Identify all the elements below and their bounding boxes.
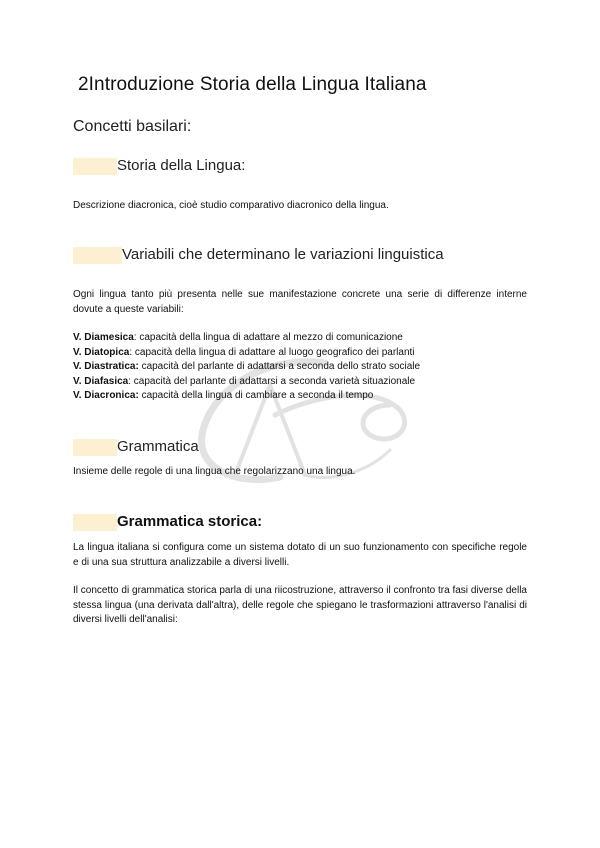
grammatica-storica-p1: La lingua italiana si configura come un sistema dotato di un suo funzionamento con specifiche regole e di una sua struttura analizzabile a diversi livelli. <box>73 542 527 568</box>
variabili-list <box>73 331 420 404</box>
grammatica-text: Insieme delle regole di una lingua che regolarizzano una lingua. <box>73 466 356 477</box>
document-title: 2Introduzione Storia della Lingua Italiana <box>78 74 427 95</box>
variabili-intro: Ogni lingua tanto più presenta nelle sue manifestazione concrete una serie di differenze interne dovute a queste variabili: <box>73 289 527 315</box>
grammatica-storica-p2: Il concetto di grammatica storica parla di una riicostruzione, attraverso il confronto tra fasi diverse della stessa lingua (una derivata dall'altra), delle regole che spiegano le trasformazioni attraverso l'analisi di diversi livelli dell'analisi: <box>73 585 527 625</box>
subtitle: Concetti basilari: <box>73 118 192 135</box>
list-item: V. Diastratica: capacità del parlante di adattarsi a seconda dello strato sociale <box>73 361 421 373</box>
heading-highlight <box>73 514 117 531</box>
heading-highlight <box>73 439 117 456</box>
heading-highlight <box>73 158 117 175</box>
heading-highlight <box>73 247 122 264</box>
list-item: V. Diamesica: capacità della lingua di adattare al mezzo di comunicazione <box>73 332 403 343</box>
storia-text: Descrizione diacronica, cioè studio comparativo diacronico della lingua. <box>73 200 389 211</box>
list-item: V. Diacronica: capacità della lingua di cambiare a seconda il tempo <box>73 390 374 402</box>
list-item: V. Diafasica: capacità del parlante di adattarsi a seconda varietà situazionale <box>73 375 416 387</box>
list-item: V. Diatopica: capacità della lingua di adattare al luogo geografico dei parlanti <box>73 346 415 358</box>
heading-variabili: Variabili che determinano le variazioni linguistica <box>122 246 444 263</box>
heading-grammatica: Grammatica <box>117 438 199 455</box>
heading-storia: Storia della Lingua: <box>117 157 246 174</box>
heading-grammatica-storica: Grammatica storica: <box>117 513 263 530</box>
